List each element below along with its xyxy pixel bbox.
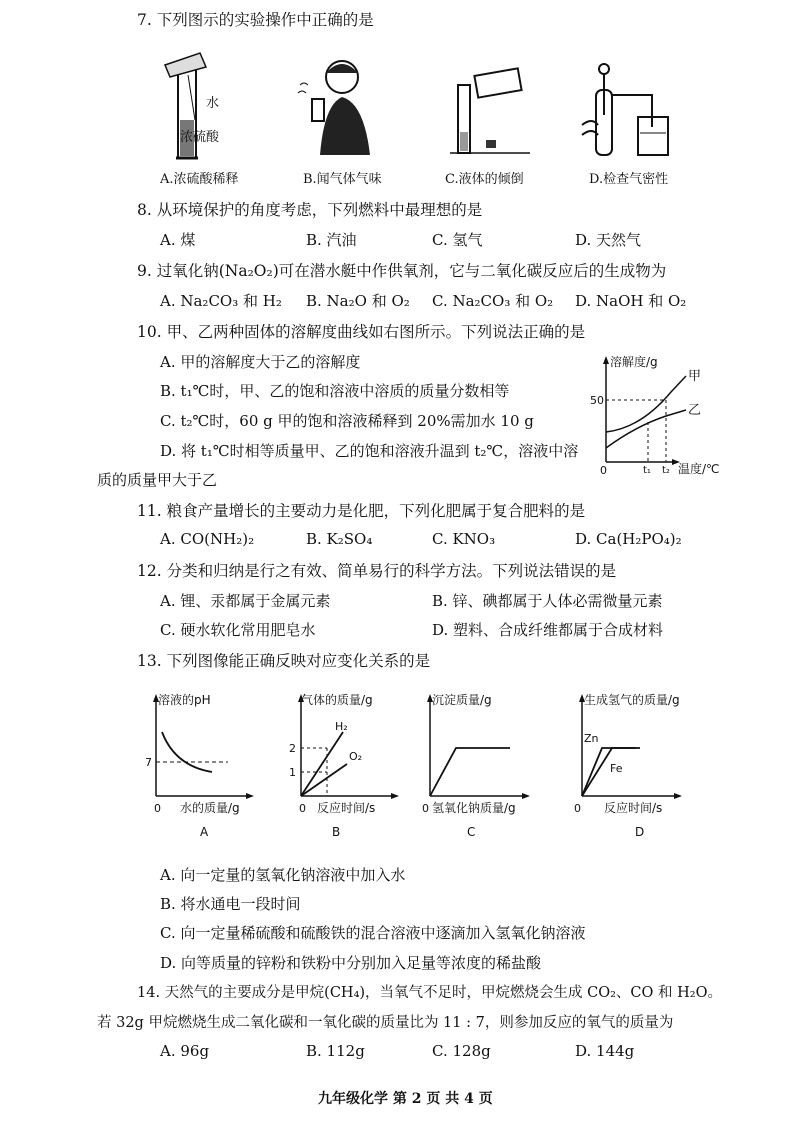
q7-stem: 7. 下列图示的实验操作中正确的是 <box>137 11 374 29</box>
q9-option-c: C. Na₂CO₃ 和 O₂ <box>432 292 554 310</box>
graph-a-ytick: 7 <box>145 756 152 769</box>
q11-option-c: C. KNO₃ <box>432 530 496 548</box>
q7-option-c: C.液体的倾倒 <box>445 172 524 187</box>
q14-option-b: B. 112g <box>306 1042 365 1060</box>
q14-option-a: A. 96g <box>160 1042 210 1060</box>
q8-option-d: D. 天然气 <box>575 231 642 249</box>
graph-c-ylabel: 沉淀质量/g <box>432 693 492 707</box>
graph-a-ylabel: 溶液的pH <box>158 693 211 707</box>
graph-b-series-o2: O₂ <box>349 750 363 763</box>
q13-graph-c <box>418 688 548 838</box>
graph-b-ytick-2: 2 <box>289 742 296 755</box>
q7-option-b: B.闻气体气味 <box>303 172 382 187</box>
q13-option-c: C. 向一定量稀硫酸和硫酸铁的混合溶液中逐滴加入氢氧化钠溶液 <box>160 924 586 942</box>
graph-c-letter: C <box>467 825 476 838</box>
q10-option-a: A. 甲的溶解度大于乙的溶解度 <box>160 353 361 371</box>
q10-stem: 10. 甲、乙两种固体的溶解度曲线如右图所示。下列说法正确的是 <box>137 323 586 341</box>
q12-option-a: A. 锂、汞都属于金属元素 <box>160 592 331 610</box>
q10-solubility-graph <box>586 352 736 477</box>
q7-figure-b <box>290 55 380 160</box>
graph-a-origin: 0 <box>154 802 161 815</box>
graph-d-series-zn: Zn <box>584 732 599 745</box>
q10-ylabel: 溶解度/g <box>610 355 658 369</box>
q12-option-d: D. 塑料、合成纤维都属于合成材料 <box>432 621 664 639</box>
q10-option-b: B. t₁℃时，甲、乙的饱和溶液中溶质的质量分数相等 <box>160 382 510 400</box>
q11-option-b: B. K₂SO₄ <box>306 530 373 548</box>
water-label: 水 <box>206 96 220 111</box>
acid-label: 浓硫酸 <box>180 130 220 145</box>
series-jia-label: 甲 <box>688 369 702 384</box>
graph-d-ylabel: 生成氢气的质量/g <box>584 693 680 707</box>
q9-option-d: D. NaOH 和 O₂ <box>575 292 687 310</box>
q14-option-d: D. 144g <box>575 1042 635 1060</box>
q12-option-c: C. 硬水软化常用肥皂水 <box>160 621 316 639</box>
q10-origin: 0 <box>600 464 607 477</box>
q10-option-d-continued: 质的质量甲大于乙 <box>97 471 218 489</box>
q11-option-d: D. Ca(H₂PO₄)₂ <box>575 530 682 548</box>
graph-c-origin: 0 <box>422 802 429 815</box>
graph-d-series-fe: Fe <box>610 762 623 775</box>
q14-option-c: C. 128g <box>432 1042 491 1060</box>
q7-option-a: A.浓硫酸稀释 <box>160 172 239 187</box>
graph-a-xlabel: 水的质量/g <box>180 801 240 815</box>
series-yi-label: 乙 <box>688 403 702 418</box>
q7-figure-a <box>160 45 250 165</box>
q14-stem-line1: 14. 天然气的主要成分是甲烷(CH₄)，当氧气不足时，甲烷燃烧会生成 CO₂、CO 和 H₂O。 <box>137 985 722 1001</box>
graph-d-xlabel: 反应时间/s <box>604 801 663 815</box>
q10-option-c: C. t₂℃时，60 g 甲的饱和溶液稀释到 20%需加水 10 g <box>160 412 534 430</box>
q12-stem: 12. 分类和归纳是行之有效、简单易行的科学方法。下列说法错误的是 <box>137 562 617 580</box>
q13-graph-a <box>140 688 280 838</box>
q7-figure-d <box>580 55 680 165</box>
q13-stem: 13. 下列图像能正确反映对应变化关系的是 <box>137 652 431 670</box>
q9-option-b: B. Na₂O 和 O₂ <box>306 292 410 310</box>
q7-option-d: D.检查气密性 <box>589 172 669 187</box>
q10-xlabel: 温度/℃ <box>678 462 720 476</box>
q8-option-c: C. 氢气 <box>432 231 483 249</box>
graph-d-origin: 0 <box>574 802 581 815</box>
graph-b-ylabel: 气体的质量/g <box>301 693 373 707</box>
graph-b-xlabel: 反应时间/s <box>317 801 376 815</box>
graph-b-letter: B <box>332 825 341 838</box>
q13-option-d: D. 向等质量的锌粉和铁粉中分别加入足量等浓度的稀盐酸 <box>160 954 542 972</box>
q10-ytick: 50 <box>590 394 604 407</box>
graph-c-xlabel: 氢氧化钠质量/g <box>432 801 516 815</box>
graph-d-letter: D <box>635 825 645 838</box>
q8-option-a: A. 煤 <box>160 231 196 249</box>
q7-figure-c <box>440 60 540 160</box>
q10-t1: t₁ <box>643 465 651 476</box>
q13-option-a: A. 向一定量的氢氧化钠溶液中加入水 <box>160 866 406 884</box>
q13-option-b: B. 将水通电一段时间 <box>160 895 301 913</box>
graph-b-origin: 0 <box>299 802 306 815</box>
q9-option-a: A. Na₂CO₃ 和 H₂ <box>160 292 282 310</box>
q10-t2: t₂ <box>662 465 670 476</box>
q11-stem: 11. 粮食产量增长的主要动力是化肥，下列化肥属于复合肥料的是 <box>137 502 586 520</box>
q11-option-a: A. CO(NH₂)₂ <box>160 530 255 548</box>
graph-b-series-h2: H₂ <box>335 720 348 733</box>
q14-stem-line2: 若 32g 甲烷燃烧生成二氧化碳和一氧化碳的质量比为 11 : 7，则参加反应的氧气的质量为 <box>97 1015 674 1031</box>
q13-graph-d <box>568 688 708 838</box>
q9-stem: 9. 过氧化钠(Na₂O₂)可在潜水艇中作供氧剂，它与二氧化碳反应后的生成物为 <box>137 262 667 280</box>
q13-graph-b <box>285 688 415 838</box>
graph-a-letter: A <box>200 825 209 838</box>
page-footer: 九年级化学 第 2 页 共 4 页 <box>318 1091 493 1107</box>
q8-stem: 8. 从环境保护的角度考虑，下列燃料中最理想的是 <box>137 201 483 219</box>
q8-option-b: B. 汽油 <box>306 231 357 249</box>
q12-option-b: B. 锌、碘都属于人体必需微量元素 <box>432 592 663 610</box>
q10-option-d: D. 将 t₁℃时相等质量甲、乙的饱和溶液升温到 t₂℃，溶液中溶 <box>160 442 579 460</box>
graph-b-ytick-1: 1 <box>289 766 296 779</box>
